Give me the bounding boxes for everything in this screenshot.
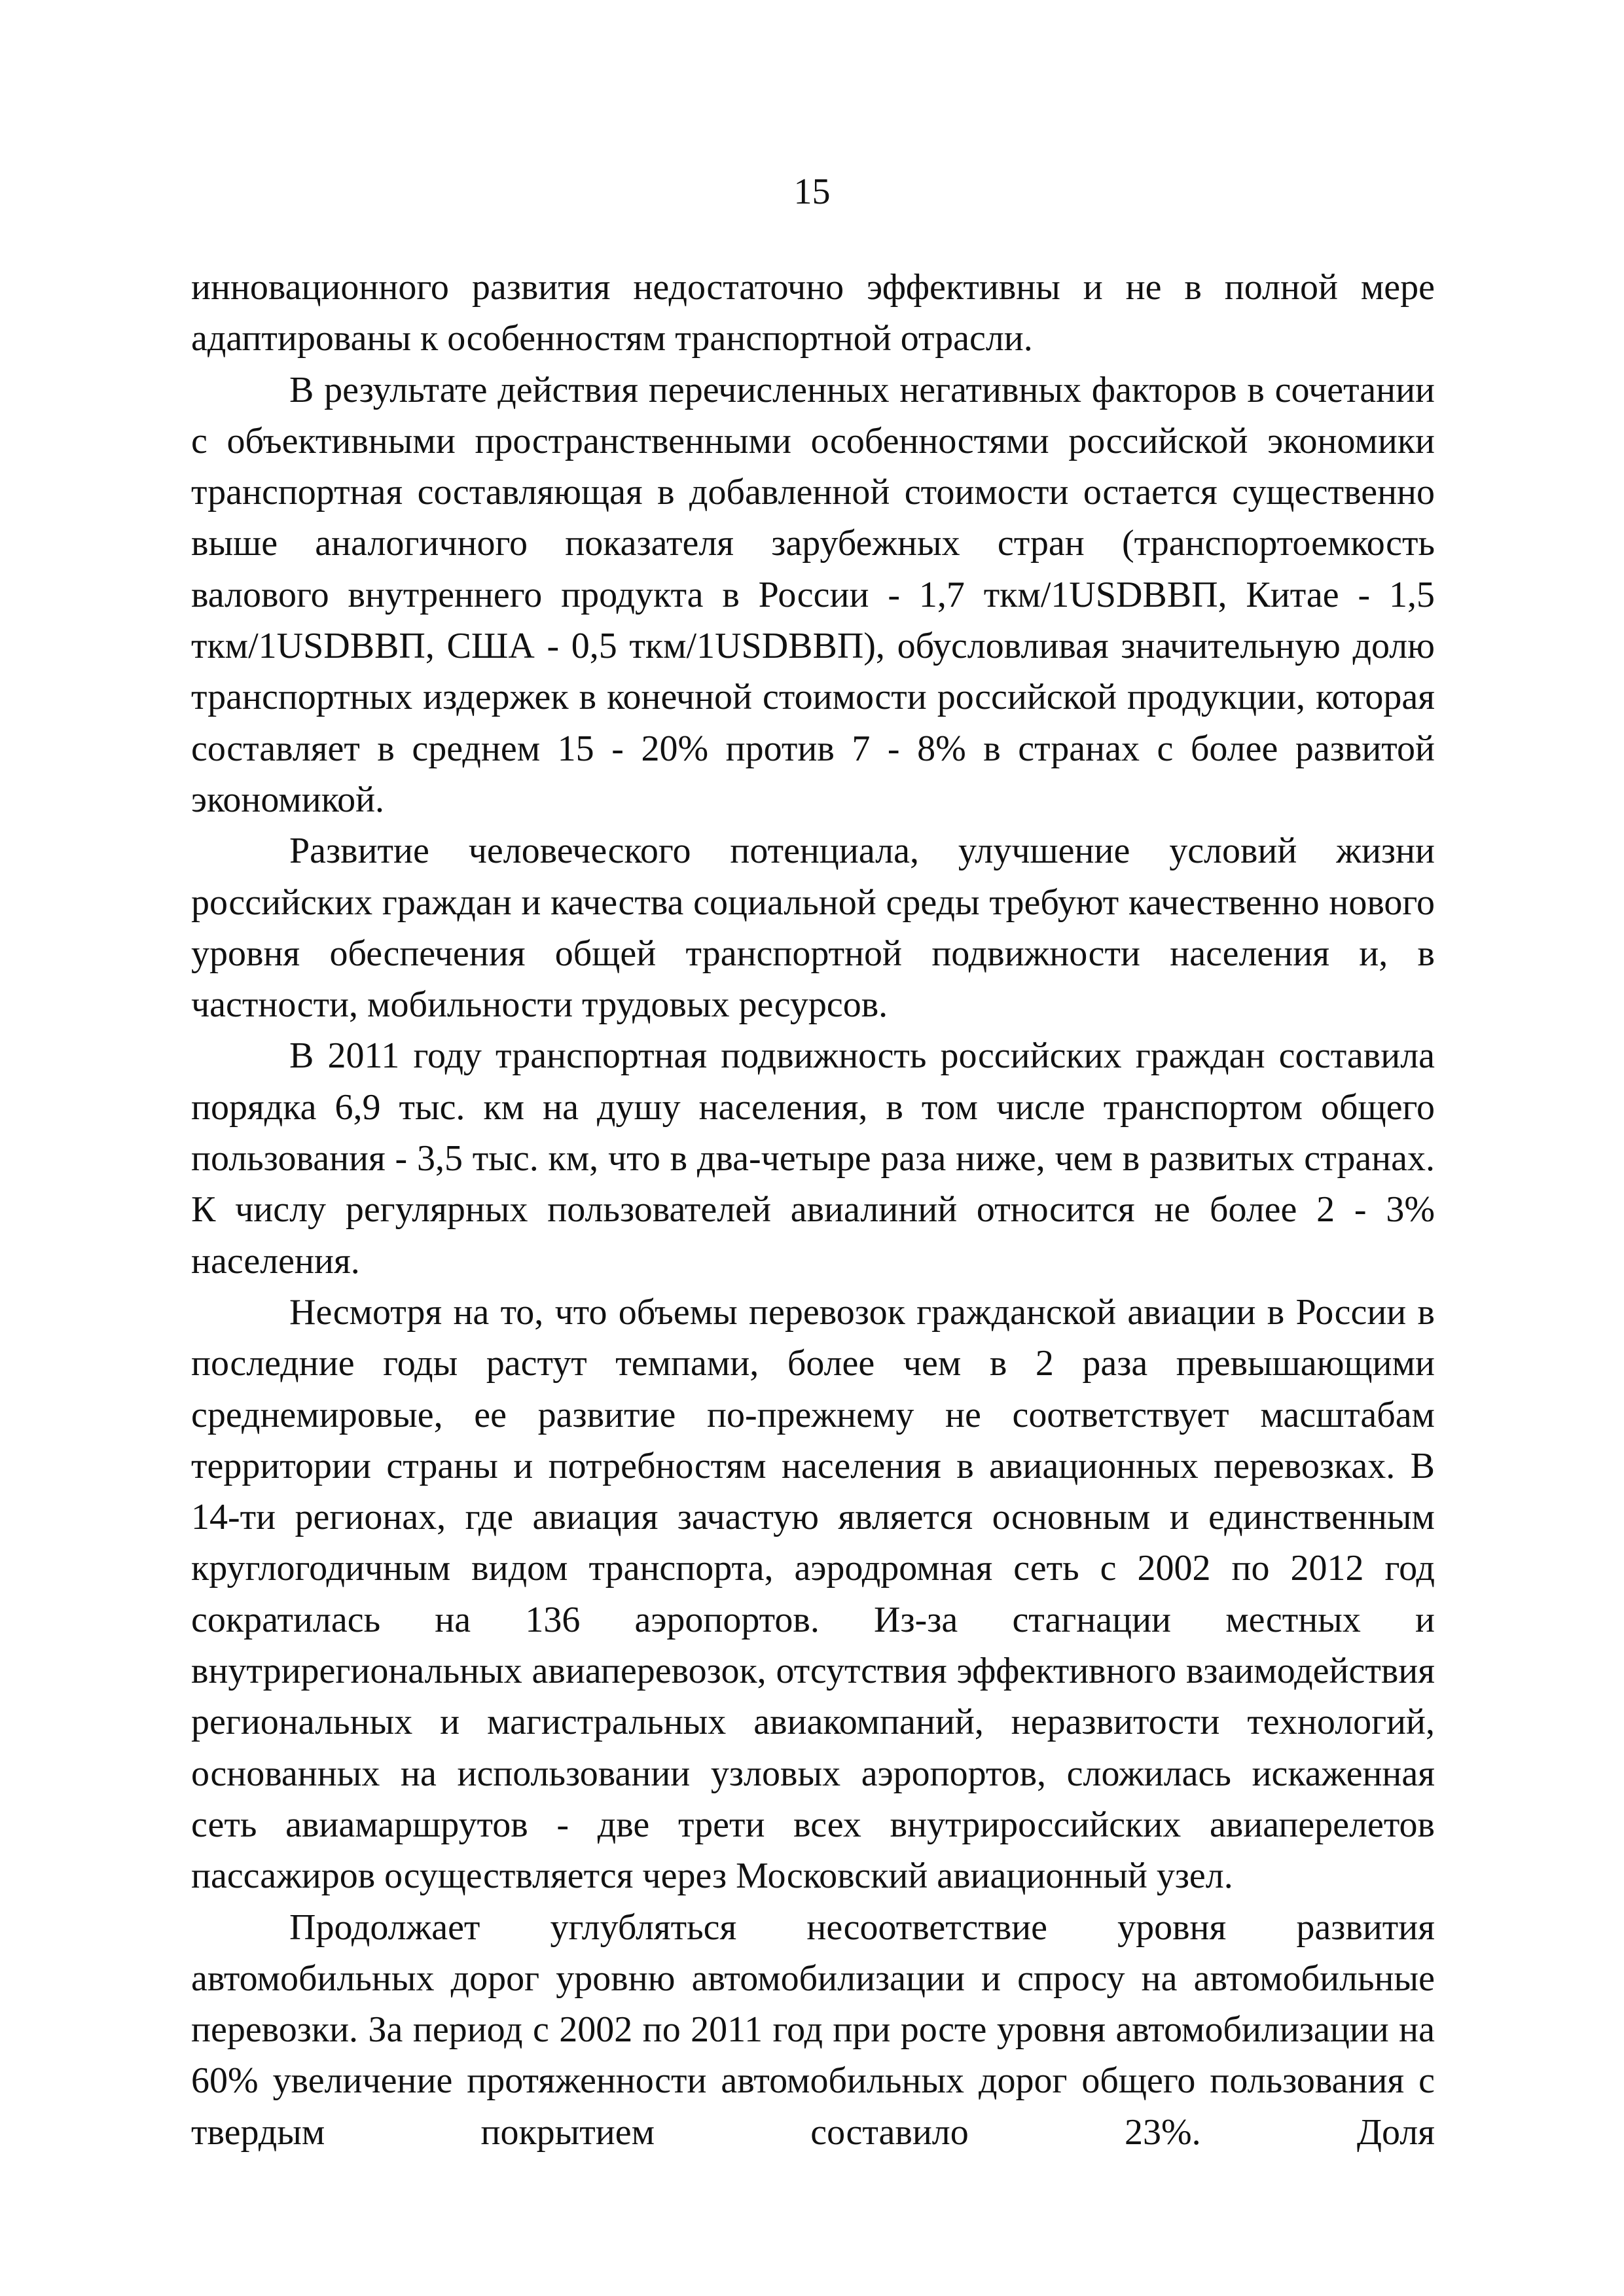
paragraph-3: Развитие человеческого потенциала, улучшение условий жизни российских граждан и качества социальной среды требуют качественно нового уровня обеспечения общей транспортной подвижности населения и, в частности, мобильности трудовых ресурсов. — [191, 831, 1435, 1026]
paragraph-5: Несмотря на то, что объемы перевозок гражданской авиации в России в последние годы растут темпами, более чем в 2 раза превышающими среднемировые, ее развитие по-прежнему не соответствует масштабам территории страны и потребностям населения в авиационных перевозках. В 14-ти регионах, где авиация зачастую является основным и единственным круглогодичным видом транспорта, аэродромная сеть с 2002 по 2012 год сократилась на 136 аэропортов. Из-за стагнации местных и внутрирегиональных авиаперевозок, отсутствия эффективного взаимодействия региональных и магистральных авиакомпаний, неразвитости технологий, основанных на использовании узловых аэропортов, сложилась искаженная сеть авиамаршрутов - две трети всех внутрироссийских авиаперелетов пассажиров осуществляется через Московский авиационный узел. — [191, 1291, 1435, 1897]
document-body — [191, 262, 1435, 2158]
paragraph-6: Продолжает углубляться несоответствие уровня развития автомобильных дорог уровню автомобилизации и спросу на автомобильные перевозки. За период с 2002 по 2011 год при росте уровня автомобилизации на 60% увеличение протяженности автомобильных дорог общего пользования с твердым покрытием составило 23%. Доля — [191, 1907, 1435, 2153]
page-number: 15 — [793, 171, 831, 212]
paragraph-2: В результате действия перечисленных негативных факторов в сочетании с объективными пространственными особенностями российской экономики транспортная составляющая в добавленной стоимости остается существенно выше аналогичного показателя зарубежных стран (транспортоемкость валового внутреннего продукта в России - 1,7 ткм/1USDВВП, Китае - 1,5 ткм/1USDВВП, США - 0,5 ткм/1USDВВП), обусловливая значительную долю транспортных издержек в конечной стоимости российской продукции, которая составляет в среднем 15 - 20% против 7 - 8% в странах с более развитой экономикой. — [191, 369, 1435, 820]
paragraph-1: инновационного развития недостаточно эффективны и не в полной мере адаптированы к особенностям транспортной отрасли. — [191, 267, 1435, 359]
paragraph-4: В 2011 году транспортная подвижность российских граждан составила порядка 6,9 тыс. км на душу населения, в том числе транспортом общего пользования - 3,5 тыс. км, что в два-четыре раза ниже, чем в развитых странах. К числу регулярных пользователей авиалиний относится не более 2 - 3% населения. — [191, 1035, 1435, 1282]
